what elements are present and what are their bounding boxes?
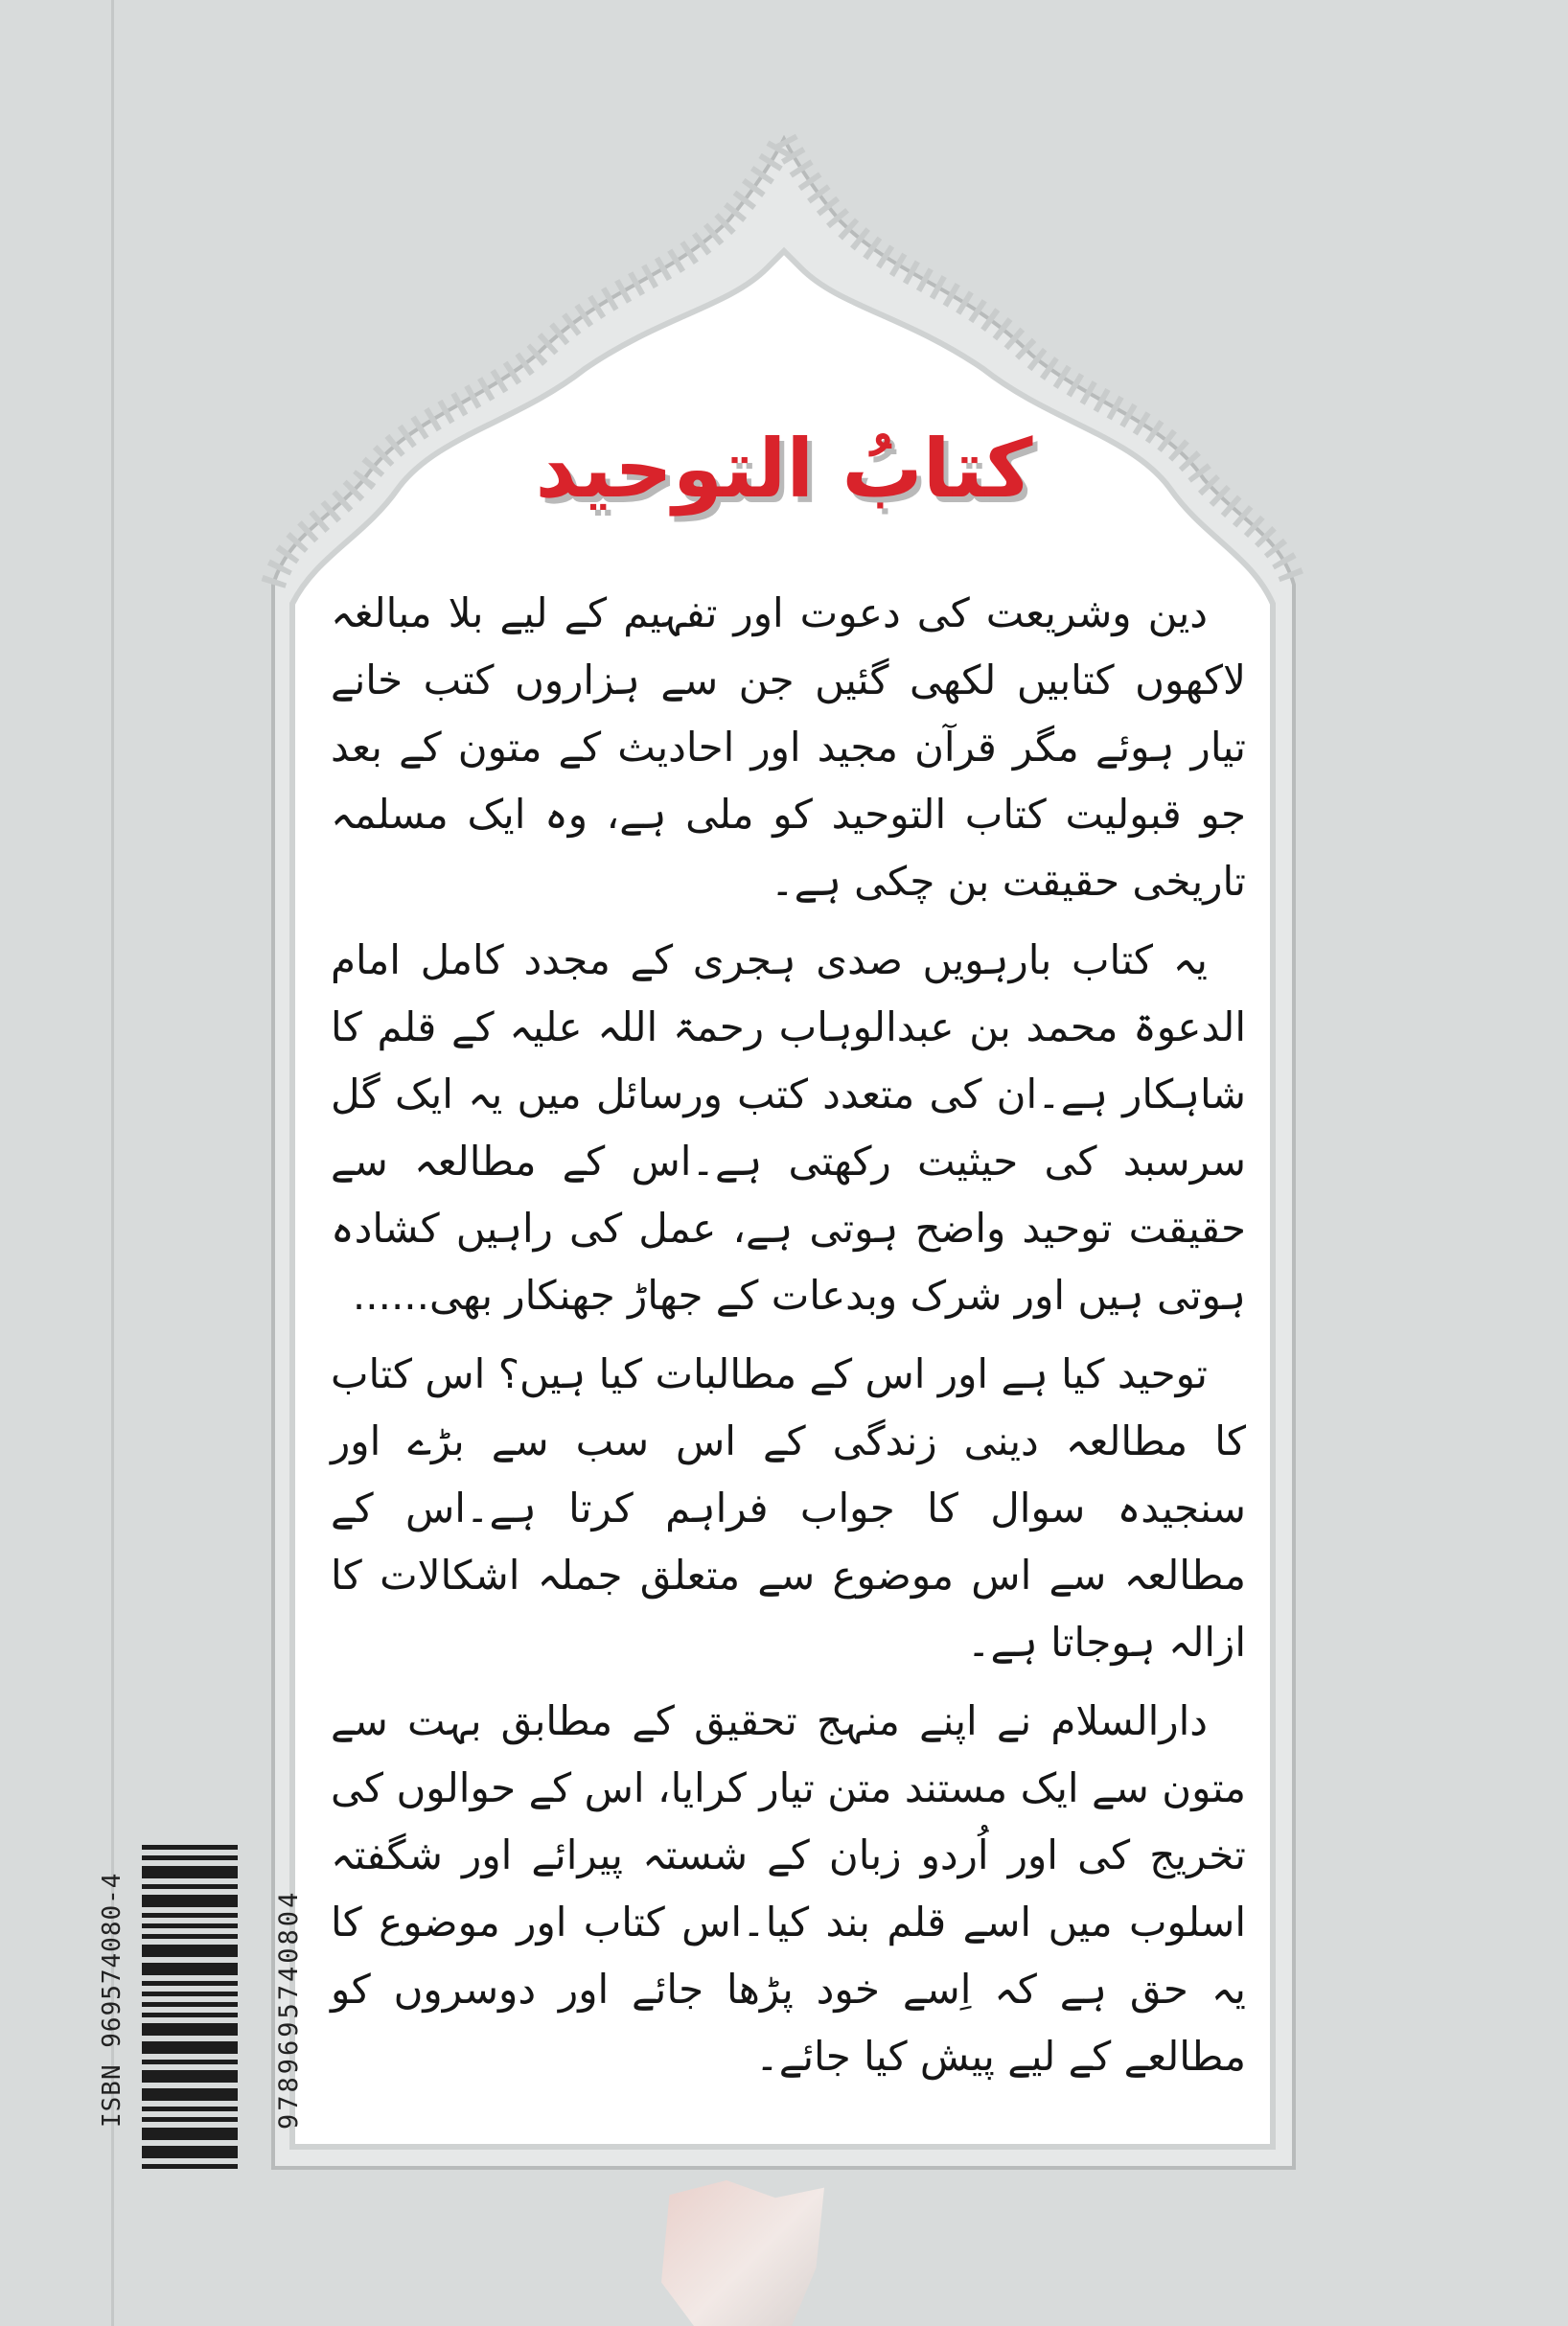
ean-number: 9789695740804 — [274, 1889, 304, 2130]
torn-sticker — [661, 2180, 824, 2326]
paragraph: توحید کیا ہے اور اس کے مطالبات کیا ہیں؟ اس کتاب کا مطالعہ دینی زندگی کے اس سب سے بڑے اور سنجیدہ سوال کا جواب فراہم کرتا ہے۔اس کے مطالعہ سے اس موضوع سے متعلق جملہ اشکالات کا ازالہ ہوجاتا ہے۔ — [331, 1350, 1246, 1666]
description-text — [331, 580, 1246, 2102]
paragraph: دین وشریعت کی دعوت اور تفہیم کے لیے بلا مبالغہ لاکھوں کتابیں لکھی گئیں جن سے ہزاروں کتب خانے تیار ہوئے مگر قرآن مجید اور احادیث کے متون کے بعد جو قبولیت کتاب التوحید کو ملی ہے، وہ ایک مسلمہ تاریخی حقیقت بن چکی ہے۔ — [331, 589, 1246, 905]
paragraph: یہ کتاب بارہویں صدی ہجری کے مجدد کامل امام الدعوۃ محمد بن عبدالوہاب رحمۃ اللہ علیہ کے قلم کا شاہکار ہے۔ان کی متعدد کتب ورسائل میں یہ ایک گل سرسبد کی حیثیت رکھتی ہے۔اس کے مطالعہ سے حقیقت توحید واضح ہوتی ہے، عمل کی راہیں کشادہ ہوتی ہیں اور شرک وبدعات کے جھاڑ جھنکار بھی...... — [331, 936, 1246, 1319]
book-title: کتابُ التوحید — [535, 422, 1033, 516]
barcode-icon — [142, 1845, 238, 2175]
isbn-label: ISBN 969574080-4 — [98, 1872, 127, 2128]
paragraph: دارالسلام نے اپنے منہج تحقیق کے مطابق بہت سے متون سے ایک مستند متن تیار کرایا، اس کے حوالوں کی تخریج کی اور اُردو زبان کے شستہ پیرائے اور شگفتہ اسلوب میں اسے قلم بند کیا۔اس کتاب اور موضوع کا یہ حق ہے کہ اِسے خود پڑھا جائے اور دوسروں کو مطالعے کے لیے پیش کیا جائے۔ — [331, 1697, 1246, 2080]
